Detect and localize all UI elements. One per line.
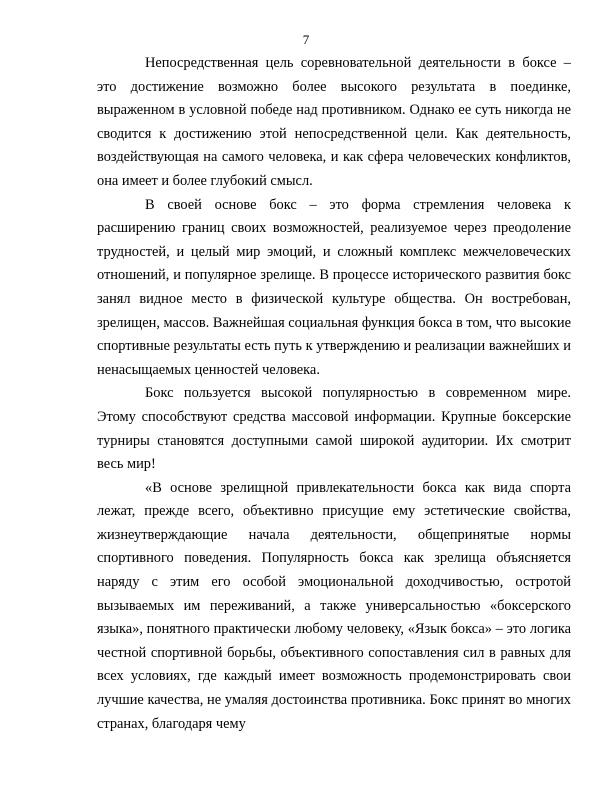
page-number: 7 (302, 32, 310, 47)
paragraph-2: В своей основе бокс – это форма стремления человека к расширению границ своих возможностей, реализуемое через преодоление трудностей, и целый мир эмоций, и сложный комплекс межчеловеческих отношений, и популярное зрелище. В процессе исторического развития бокс занял видное место в физической культуре общества. Он востребован, зрелищен, массов. Важнейшая социальная функция бокса в том, что высокие спортивные результаты есть путь к утверждению и реализации важнейших и ненасыщаемых ценностей человека. (97, 196, 571, 378)
paragraph-3: Бокс пользуется высокой популярностью в современном мире. Этому способствуют средства массовой информации. Крупные боксерские турниры становятся доступными самой широкой аудитории. Их смотрит весь мир! (97, 385, 571, 473)
paragraph-4: «В основе зрелищной привлекательности бокса как вида спорта лежат, прежде всего, объективно присущие ему эстетические свойства, жизнеутверждающие начала деятельности, общепринятые нормы спортивного поведения. Популярность бокса как зрелища объясняется наряду с этим его особой эмоциональной доходчивостью, остротой вызываемых им переживаний, а также универсальностью «боксерского языка», понятного практически любому человеку, «Язык бокса» – это логика честной спортивной борьбы, объективного сопоставления сил в равных для всех условиях, где каждый имеет возможность продемонстрировать свои лучшие качества, не умаляя достоинства противника. Бокс принят во многих странах, благодаря чему (97, 479, 571, 732)
body-text (97, 52, 571, 736)
paragraph-1: Непосредственная цель соревновательной деятельности в боксе – это достижение возможно более высокого результата в поединке, выраженном в условной победе над противником. Однако ее суть никогда не сводится к достижению этой непосредственной цели. Как деятельность, воздействующая на самого человека, и как сфера человеческих конфликтов, она имеет и более глубокий смысл. (97, 55, 571, 189)
